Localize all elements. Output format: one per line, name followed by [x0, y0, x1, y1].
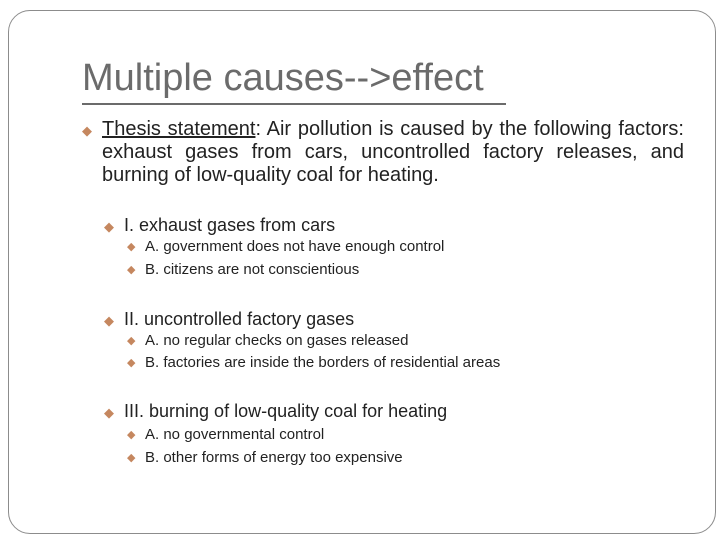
- diamond-bullet-icon: ◆: [127, 452, 136, 464]
- outline-subpoint-3a: A. no governmental control: [145, 426, 325, 443]
- thesis-statement: [102, 118, 684, 187]
- thesis-text: : Air pollution is caused by the following factors: exhaust gases from cars, uncontrolled factory releases, and burning of low-quality coal for heating.: [102, 118, 684, 186]
- outline-subpoint-1b: B. citizens are not conscientious: [145, 261, 360, 278]
- diamond-bullet-icon: ◆: [127, 335, 136, 347]
- diamond-bullet-icon: ◆: [104, 219, 114, 234]
- outline-subpoint-1a: A. government does not have enough control: [145, 238, 445, 255]
- thesis-label: Thesis statement: [102, 118, 256, 140]
- outline-subpoint-2b: B. factories are inside the borders of residential areas: [145, 354, 501, 371]
- title-underline: [82, 103, 506, 105]
- outline-point-3: III. burning of low-quality coal for heating: [124, 401, 448, 421]
- outline-point-1: I. exhaust gases from cars: [124, 215, 336, 235]
- diamond-bullet-icon: ◆: [127, 264, 136, 276]
- diamond-bullet-icon: ◆: [127, 241, 136, 253]
- diamond-bullet-icon: ◆: [104, 405, 114, 420]
- diamond-bullet-icon: ◆: [127, 429, 136, 441]
- outline-point-2: II. uncontrolled factory gases: [124, 309, 355, 329]
- slide-title: Multiple causes-->effect: [82, 57, 484, 99]
- diamond-bullet-icon: ◆: [104, 313, 114, 328]
- diamond-bullet-icon: ◆: [82, 123, 92, 138]
- diamond-bullet-icon: ◆: [127, 357, 136, 369]
- outline-subpoint-2a: A. no regular checks on gases released: [145, 332, 409, 349]
- outline-subpoint-3b: B. other forms of energy too expensive: [145, 449, 403, 466]
